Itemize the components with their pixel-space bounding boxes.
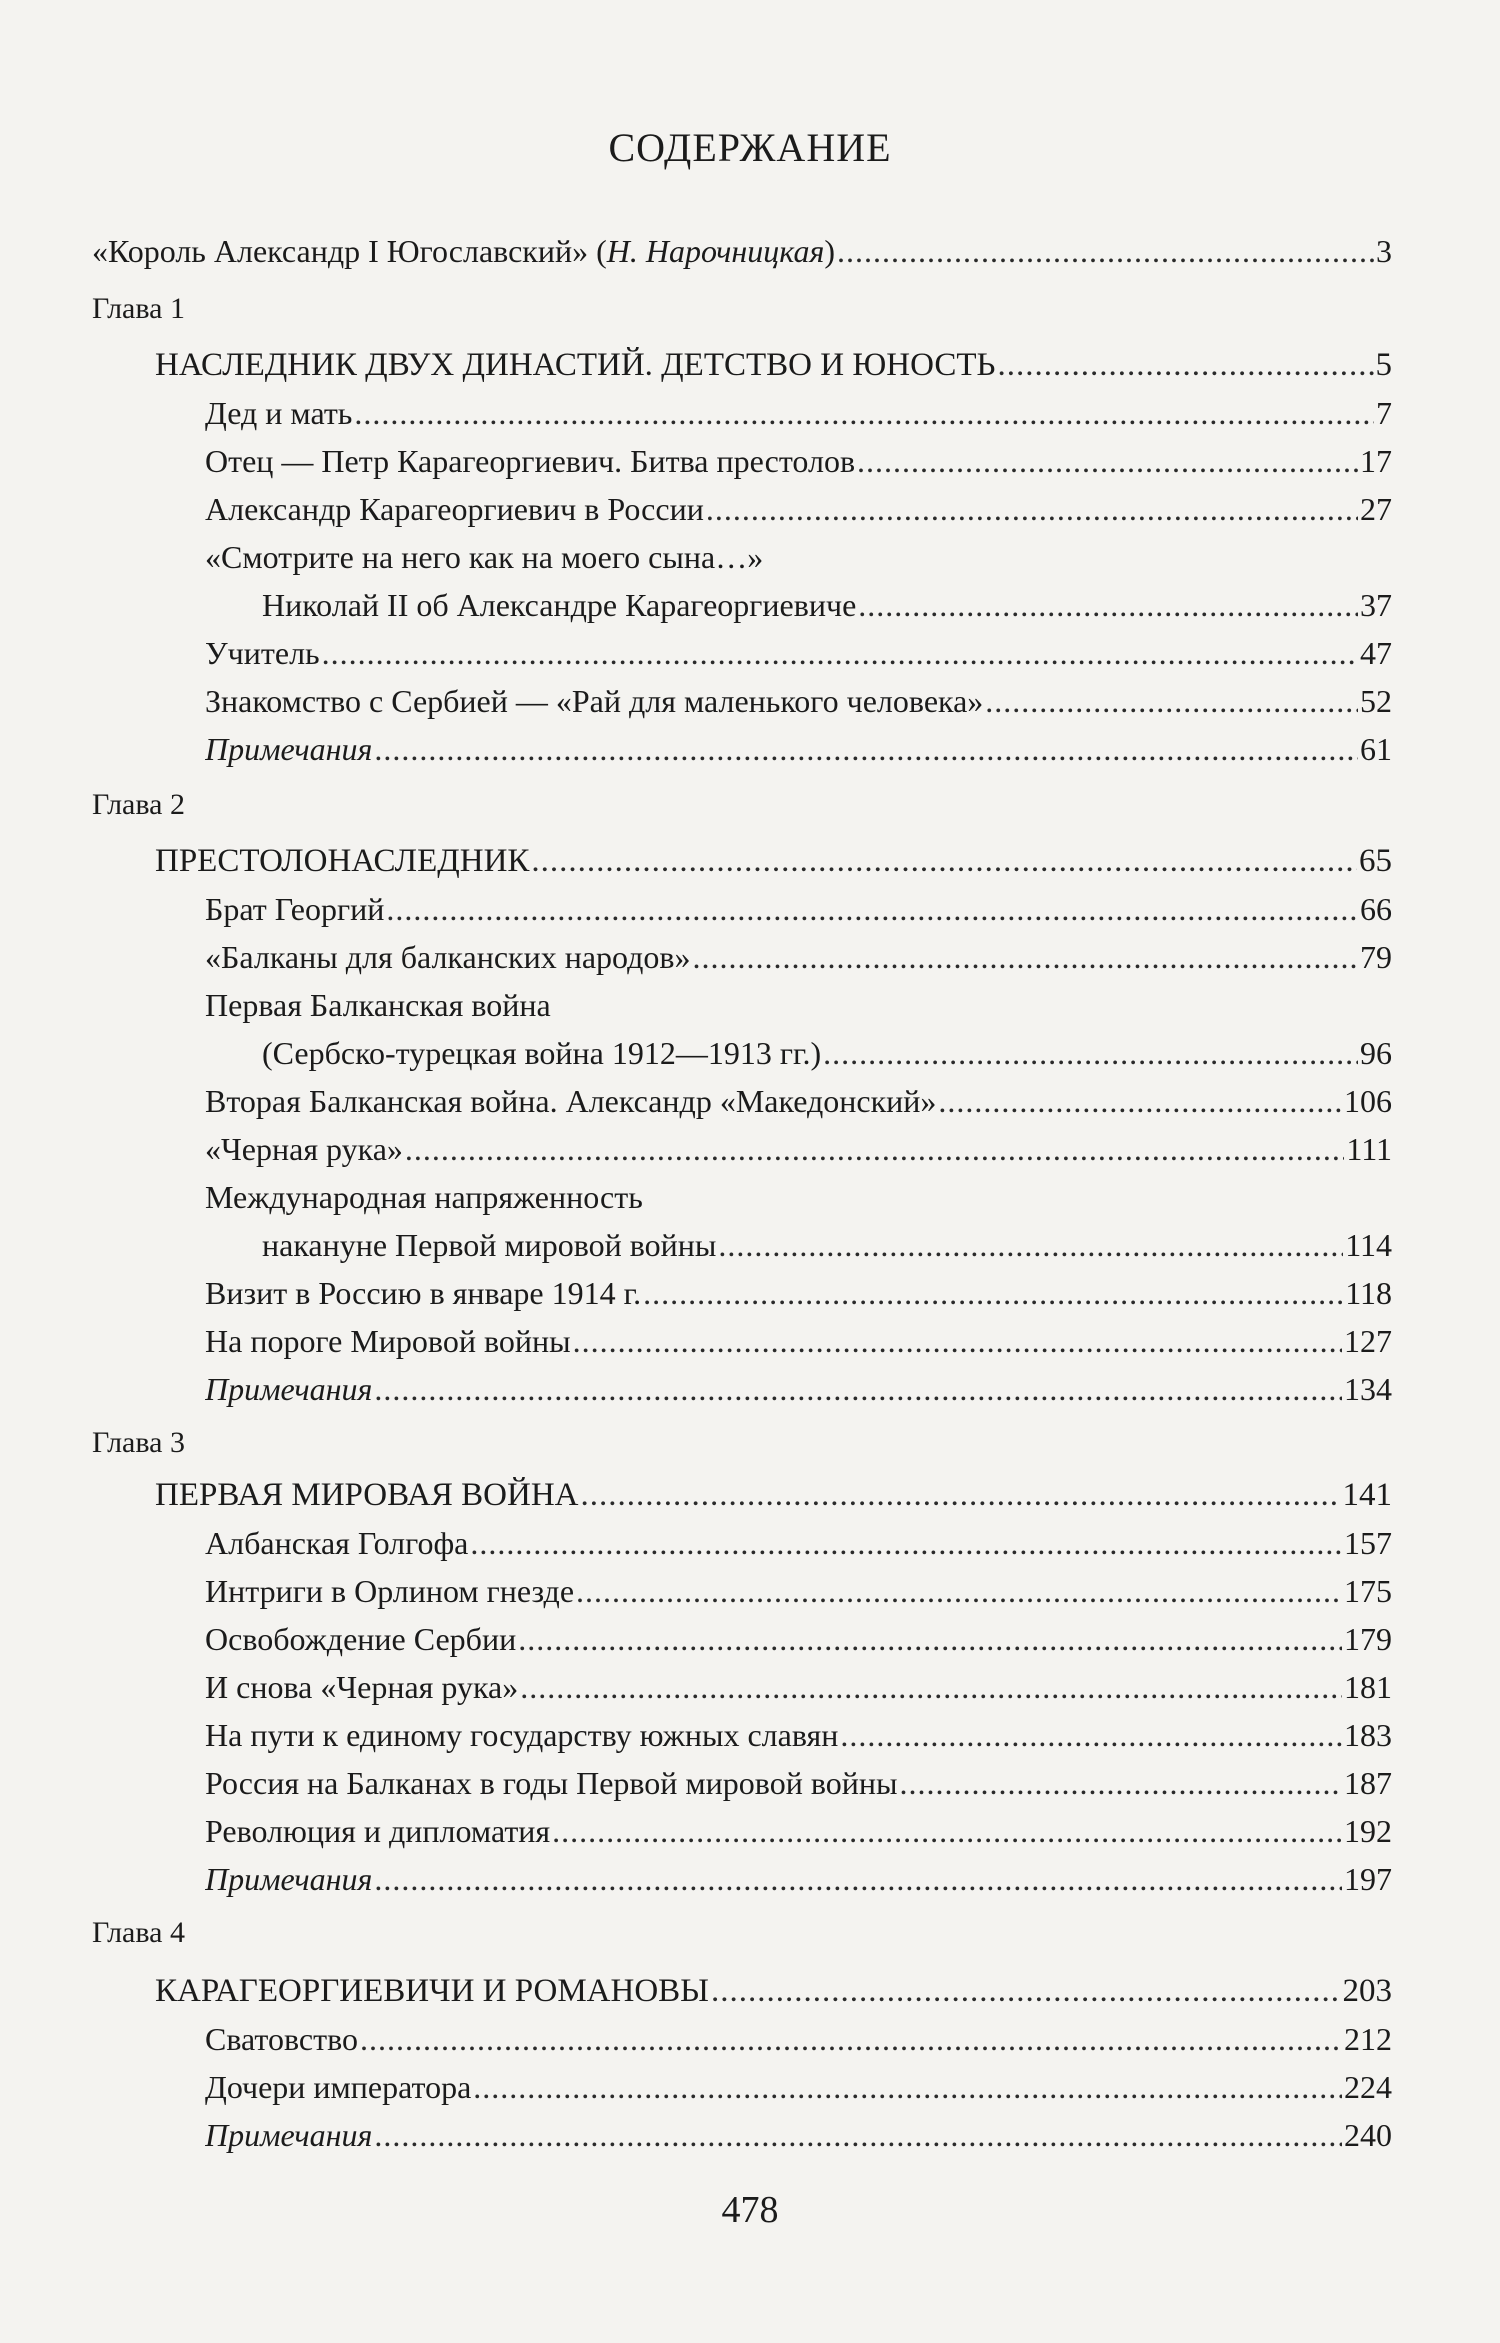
toc-entry: (Сербско-турецкая война 1912—1913 гг.) ..... 96 — [0, 1028, 1500, 1078]
toc-entry: Первая Балканская война — [205, 987, 551, 1023]
toc-entry: На пути к единому государству южных славян ..... 183 — [0, 1710, 1500, 1760]
toc-entry: «Черная рука» ..... 111 — [0, 1124, 1500, 1174]
toc-entry-notes: Примечания ..... 240 — [0, 2110, 1500, 2160]
chapter-heading: ПРЕСТОЛОНАСЛЕДНИК ..... 65 — [0, 836, 1500, 886]
intro-author: Н. Нарочницкая — [606, 233, 825, 269]
toc-entry: И снова «Черная рука» ..... 181 — [0, 1662, 1500, 1712]
toc-entry-notes: Примечания ..... 197 — [0, 1854, 1500, 1904]
dot-leader — [837, 226, 1374, 276]
toc-entry: Россия на Балканах в годы Первой мировой войны ..... 187 — [0, 1758, 1500, 1808]
chapter-label: Глава 3 — [92, 1426, 185, 1459]
toc-entry: Отец — Петр Карагеоргиевич. Битва престолов ..... 17 — [0, 436, 1500, 486]
chapter-label: Глава 4 — [92, 1916, 185, 1949]
toc-entry: На пороге Мировой войны ..... 127 — [0, 1316, 1500, 1366]
chapter-label: Глава 1 — [92, 292, 185, 325]
toc-entry: Международная напряженность — [205, 1179, 643, 1215]
toc-entry: накануне Первой мировой войны ..... 114 — [0, 1220, 1500, 1270]
toc-entry: Александр Карагеоргиевич в России ..... 27 — [0, 484, 1500, 534]
toc-entry: «Смотрите на него как на моего сына…» — [205, 539, 764, 575]
toc-entry: Николай II об Александре Карагеоргиевиче ..... 37 — [0, 580, 1500, 630]
toc-entry: Албанская Голгофа ..... 157 — [0, 1518, 1500, 1568]
toc-entry-notes: Примечания ..... 61 — [0, 724, 1500, 774]
chapter-heading: НАСЛЕДНИК ДВУХ ДИНАСТИЙ. ДЕТСТВО И ЮНОСТЬ ..... 5 — [0, 340, 1500, 390]
toc-entry: Брат Георгий ..... 66 — [0, 884, 1500, 934]
toc-entry: Освобождение Сербии ..... 179 — [0, 1614, 1500, 1664]
page-number: 478 — [721, 2189, 779, 2231]
toc-entry: Дочери императора ..... 224 — [0, 2062, 1500, 2112]
toc-entry: «Балканы для балканских народов» ..... 79 — [0, 932, 1500, 982]
toc-entry: Визит в Россию в январе 1914 г. ..... 118 — [0, 1268, 1500, 1318]
toc-entry: Знакомство с Сербией — «Рай для маленького человека» ..... 52 — [0, 676, 1500, 726]
toc-entry: Революция и дипломатия ..... 192 — [0, 1806, 1500, 1856]
toc-entry: Учитель ..... 47 — [0, 628, 1500, 678]
page-title: СОДЕРЖАНИЕ — [608, 125, 892, 170]
toc-entry: Интриги в Орлином гнезде ..... 175 — [0, 1566, 1500, 1616]
toc-entry: Дед и мать ..... 7 — [0, 388, 1500, 438]
toc-entry: Вторая Балканская война. Александр «Македонский» ..... 106 — [0, 1076, 1500, 1126]
toc-entry-notes: Примечания ..... 134 — [0, 1364, 1500, 1414]
chapter-label: Глава 2 — [92, 788, 185, 821]
chapter-heading: КАРАГЕОРГИЕВИЧИ И РОМАНОВЫ ..... 203 — [0, 1966, 1500, 2016]
page-ref: 3 — [1376, 233, 1392, 269]
dot-leader — [997, 340, 1373, 390]
toc-entry: Сватовство ..... 212 — [0, 2014, 1500, 2064]
chapter-heading: ПЕРВАЯ МИРОВАЯ ВОЙНА ..... 141 — [0, 1470, 1500, 1520]
toc-entry-intro: «Король Александр I Югославский» (Н. Нарочницкая) ..... 3 — [0, 226, 1500, 276]
